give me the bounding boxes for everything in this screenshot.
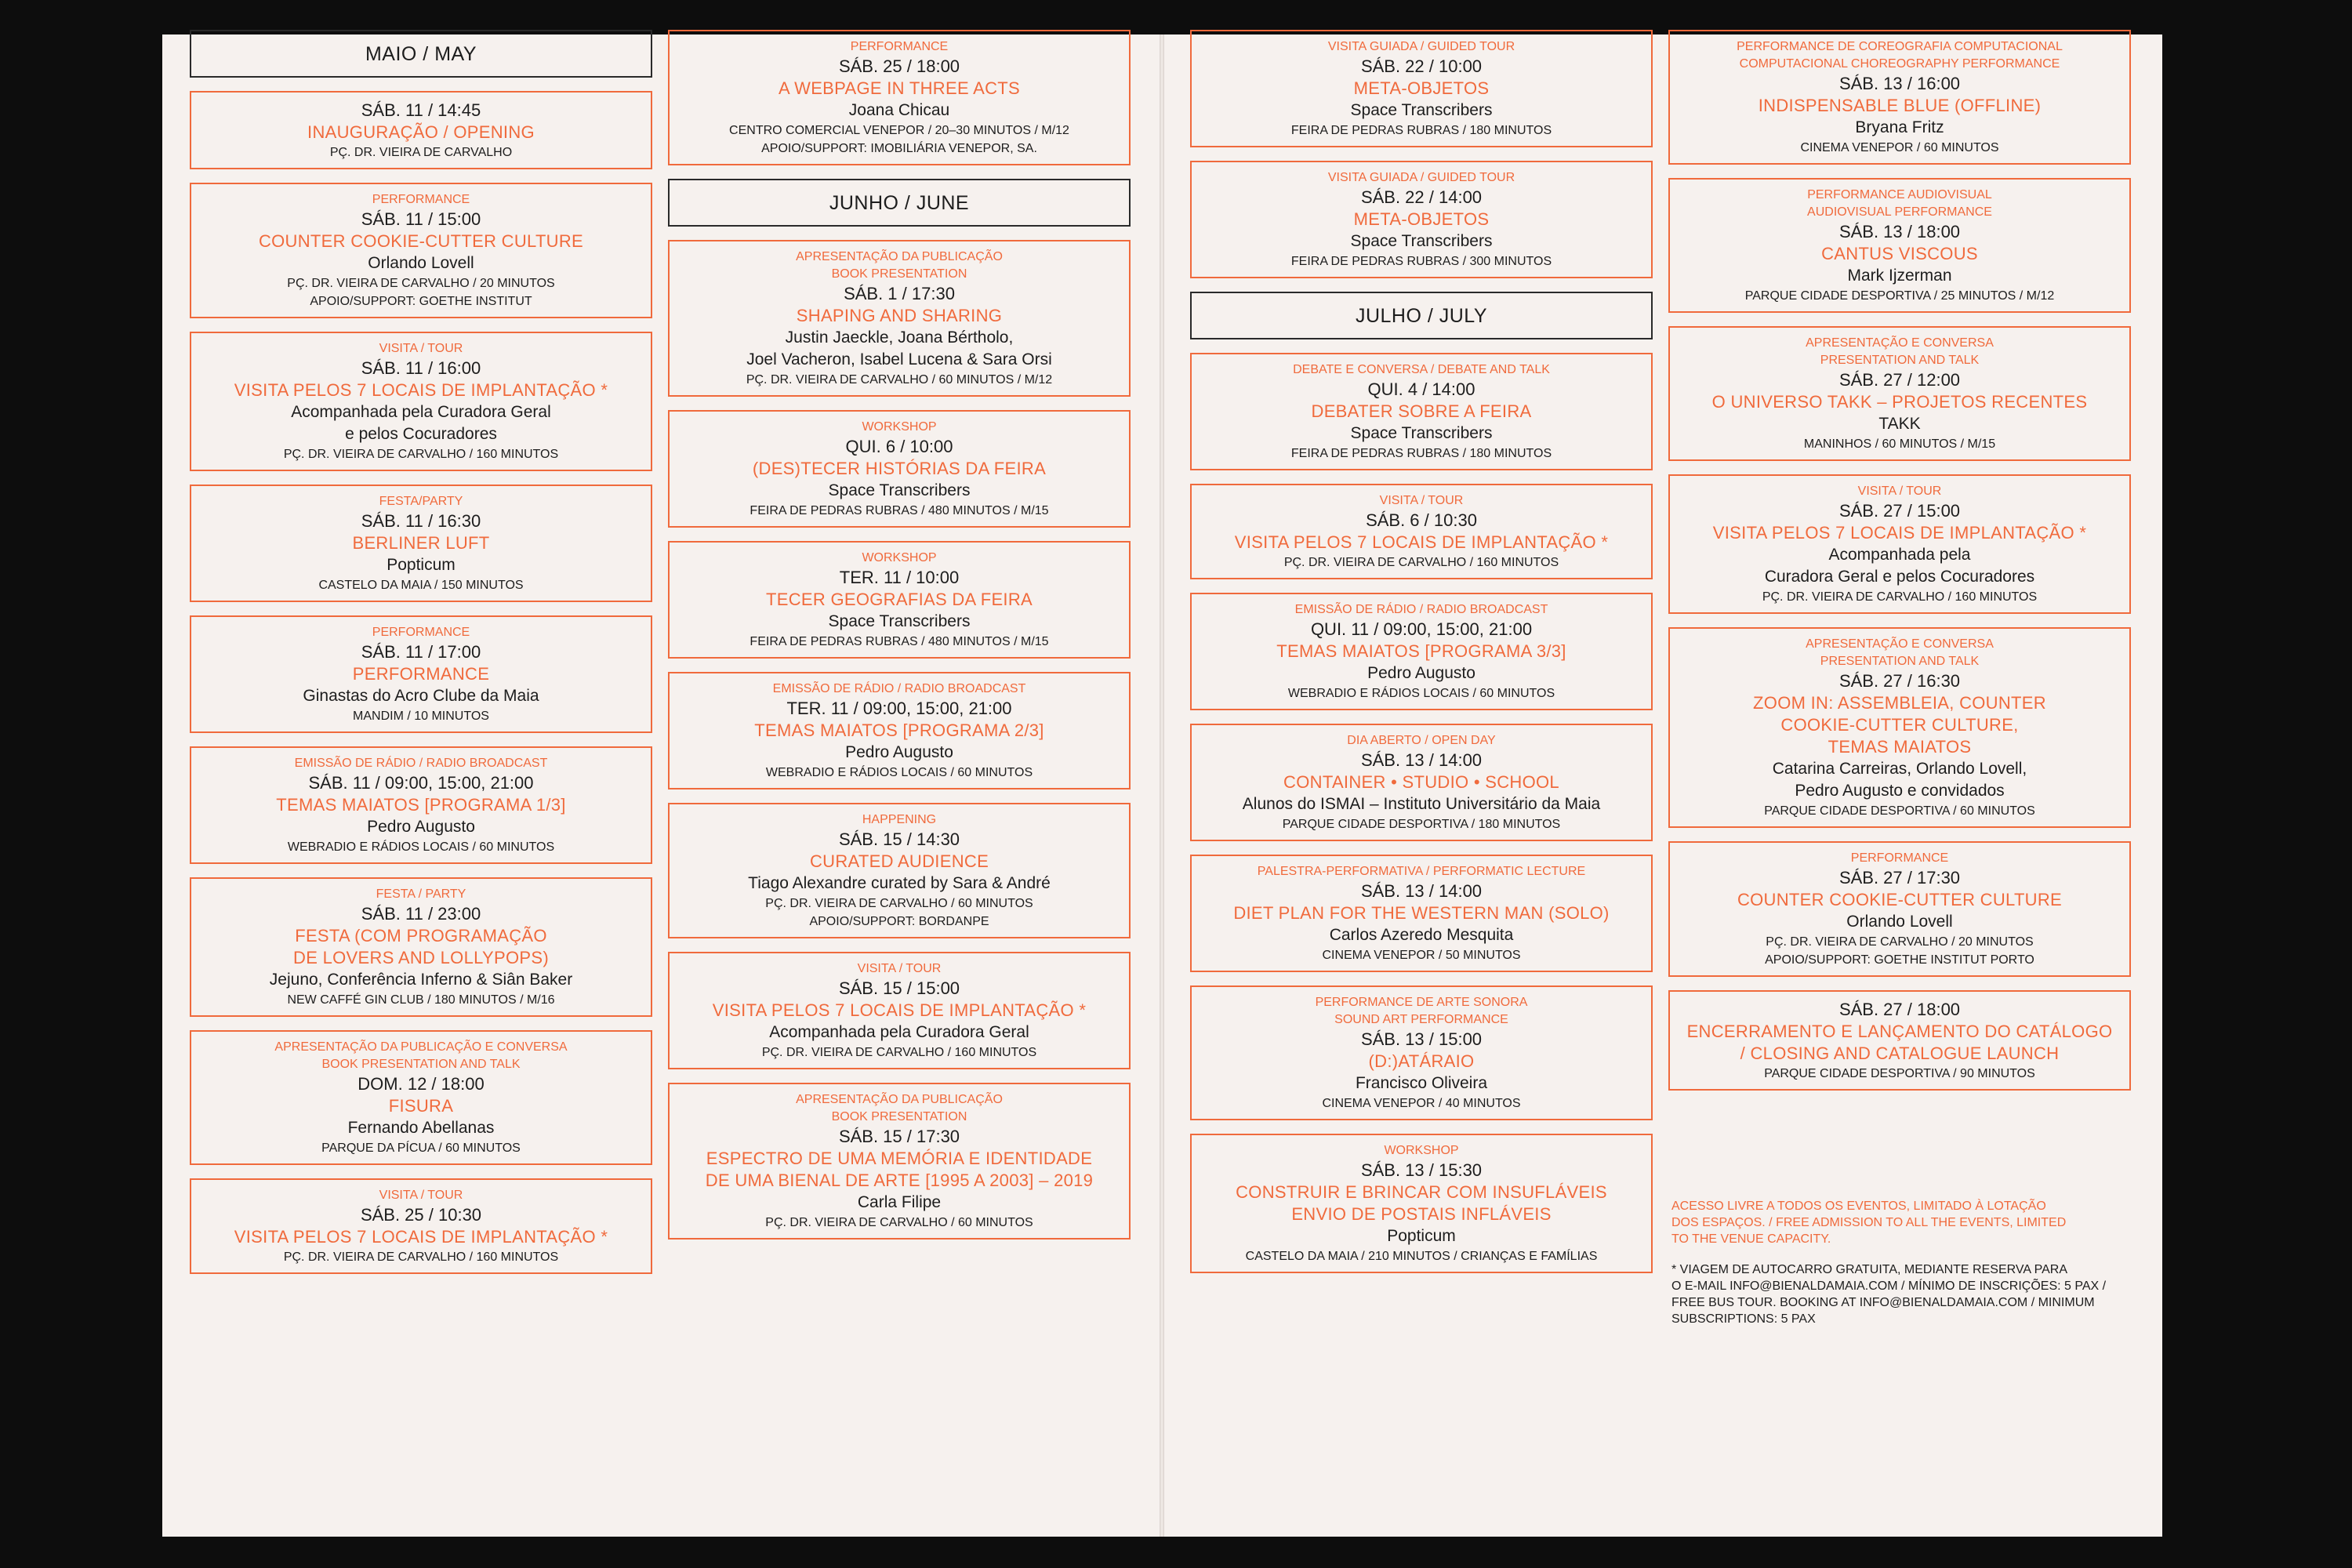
event-location: PÇ. DR. VIEIRA DE CARVALHO / 160 MINUTOS	[283, 448, 559, 461]
event-location: MANDIM / 10 MINUTOS	[353, 710, 489, 723]
event-participants: Pedro Augusto	[1367, 664, 1475, 682]
event-card	[190, 183, 652, 318]
event-category: DIA ABERTO / OPEN DAY	[1347, 734, 1496, 747]
event-card	[1668, 841, 2131, 977]
event-participants: Space Transcribers	[828, 612, 971, 630]
event-participants: Pedro Augusto	[367, 818, 475, 836]
schedule-column-4	[1668, 30, 2131, 1327]
event-participants: Space Transcribers	[1350, 101, 1493, 119]
event-category: VISITA GUIADA / GUIDED TOUR	[1327, 40, 1515, 53]
event-title: INDISPENSABLE BLUE (OFFLINE)	[1758, 96, 2042, 115]
event-title: META-OBJETOS	[1353, 209, 1490, 229]
event-participants: Popticum	[387, 556, 456, 574]
event-participants: Alunos do ISMAI – Instituto Universitário da Maia	[1242, 795, 1601, 813]
event-category: EMISSÃO DE RÁDIO / RADIO BROADCAST	[294, 757, 548, 770]
admission-info	[1671, 1198, 2128, 1247]
bus-tour-note	[1671, 1261, 2128, 1327]
event-category: PERFORMANCE DE COREOGRAFIA COMPUTACIONAL COMPUTACIONAL CHOREOGRAPHY PERFORMANCE	[1737, 40, 2063, 71]
event-datetime: SÁB. 11 / 17:00	[361, 642, 481, 662]
schedule-column-2	[668, 30, 1131, 1253]
event-card	[190, 332, 652, 471]
event-category: APRESENTAÇÃO DA PUBLICAÇÃO BOOK PRESENTATION	[796, 1093, 1003, 1123]
event-card	[668, 410, 1131, 528]
event-participants: Ginastas do Acro Clube da Maia	[303, 687, 539, 705]
event-title: DE LOVERS AND LOLLYPOPS)	[293, 948, 549, 967]
event-card	[668, 672, 1131, 789]
month-heading: JUNHO / JUNE	[668, 179, 1131, 227]
event-category: PERFORMANCE DE ARTE SONORA SOUND ART PERFORMANCE	[1315, 996, 1528, 1026]
event-location: APOIO/SUPPORT: BORDANPE	[809, 915, 989, 928]
event-location: PÇ. DR. VIEIRA DE CARVALHO / 60 MINUTOS / M/12	[746, 373, 1053, 387]
event-category: VISITA / TOUR	[379, 1189, 463, 1202]
event-participants: Space Transcribers	[1350, 424, 1493, 442]
event-card	[190, 91, 652, 169]
event-card	[1190, 30, 1653, 147]
event-location: CINEMA VENEPOR / 60 MINUTOS	[1800, 141, 1999, 154]
event-location: CASTELO DA MAIA / 150 MINUTOS	[318, 579, 524, 592]
event-participants: Pedro Augusto e convidados	[1795, 782, 2005, 800]
event-location: PÇ. DR. VIEIRA DE CARVALHO / 160 MINUTOS	[283, 1250, 559, 1264]
event-datetime: SÁB. 13 / 16:00	[1838, 74, 1961, 93]
event-title: ENCERRAMENTO E LANÇAMENTO DO CATÁLOGO	[1686, 1022, 2113, 1041]
bus-tour-note-line: FREE BUS TOUR. BOOKING AT INFO@BIENALDAMAIA.COM / MINIMUM	[1671, 1296, 2095, 1309]
event-datetime: SÁB. 11 / 23:00	[361, 904, 481, 924]
event-category: PERFORMANCE	[1850, 851, 1949, 865]
event-title: PERFORMANCE	[352, 664, 490, 684]
event-category: PERFORMANCE AUDIOVISUAL AUDIOVISUAL PERFORMANCE	[1807, 188, 1992, 219]
event-location: PÇ. DR. VIEIRA DE CARVALHO / 60 MINUTOS	[765, 897, 1033, 910]
event-category: VISITA / TOUR	[1857, 485, 1942, 498]
event-title: CANTUS VISCOUS	[1821, 244, 1978, 263]
event-participants: Pedro Augusto	[845, 743, 953, 761]
event-participants: Curadora Geral e pelos Cocuradores	[1764, 568, 2035, 586]
event-title: META-OBJETOS	[1353, 78, 1490, 98]
event-datetime: SÁB. 27 / 16:30	[1838, 671, 1961, 691]
event-participants: Carla Filipe	[857, 1193, 942, 1211]
event-datetime: SÁB. 15 / 14:30	[838, 829, 960, 849]
event-participants: Jejuno, Conferência Inferno & Siân Baker	[269, 971, 573, 989]
event-participants: Bryana Fritz	[1855, 118, 1944, 136]
event-participants: Carlos Azeredo Mesquita	[1329, 926, 1514, 944]
admission-info-line: ACESSO LIVRE A TODOS OS EVENTOS, LIMITADO À LOTAÇÃO	[1671, 1200, 2046, 1213]
event-title: (DES)TECER HISTÓRIAS DA FEIRA	[752, 459, 1047, 478]
event-title: FESTA (COM PROGRAMAÇÃO	[295, 926, 547, 946]
event-title: CURATED AUDIENCE	[809, 851, 989, 871]
event-card	[1668, 30, 2131, 165]
event-location: APOIO/SUPPORT: IMOBILIÁRIA VENEPOR, SA.	[761, 142, 1037, 155]
event-participants: Joana Chicau	[848, 101, 950, 119]
event-location: PÇ. DR. VIEIRA DE CARVALHO / 160 MINUTOS	[761, 1046, 1037, 1059]
event-title: A WEBPAGE IN THREE ACTS	[778, 78, 1021, 98]
event-category: VISITA GUIADA / GUIDED TOUR	[1327, 171, 1515, 184]
event-datetime: QUI. 11 / 09:00, 15:00, 21:00	[1310, 619, 1533, 639]
event-card	[190, 615, 652, 733]
event-location: PARQUE DA PÍCUA / 60 MINUTOS	[321, 1142, 521, 1155]
event-card	[1190, 484, 1653, 579]
event-card	[1190, 724, 1653, 841]
event-card	[1668, 990, 2131, 1091]
event-card	[668, 240, 1131, 397]
event-datetime: SÁB. 27 / 12:00	[1838, 370, 1961, 390]
event-title: DEBATER SOBRE A FEIRA	[1311, 401, 1532, 421]
event-location: FEIRA DE PEDRAS RUBRAS / 180 MINUTOS	[1290, 447, 1552, 460]
event-location: PARQUE CIDADE DESPORTIVA / 180 MINUTOS	[1282, 818, 1561, 831]
admission-info-line: TO THE VENUE CAPACITY.	[1671, 1232, 1831, 1246]
event-location: APOIO/SUPPORT: GOETHE INSTITUT	[310, 295, 532, 308]
event-participants: Acompanhada pela	[1828, 546, 1971, 564]
event-location: APOIO/SUPPORT: GOETHE INSTITUT PORTO	[1765, 953, 2034, 967]
event-title: ESPECTRO DE UMA MEMÓRIA E IDENTIDADE	[706, 1149, 1093, 1168]
event-location: CINEMA VENEPOR / 50 MINUTOS	[1322, 949, 1521, 962]
footnotes	[1668, 1198, 2131, 1327]
event-location: CINEMA VENEPOR / 40 MINUTOS	[1322, 1097, 1521, 1110]
event-category: APRESENTAÇÃO DA PUBLICAÇÃO E CONVERSA BOOK PRESENTATION AND TALK	[274, 1040, 568, 1071]
event-category: APRESENTAÇÃO E CONVERSA PRESENTATION AND TALK	[1806, 336, 1994, 367]
event-datetime: SÁB. 22 / 10:00	[1360, 56, 1483, 76]
event-location: FEIRA DE PEDRAS RUBRAS / 300 MINUTOS	[1290, 255, 1552, 268]
event-participants: Space Transcribers	[828, 481, 971, 499]
event-datetime: SÁB. 27 / 18:00	[1838, 1000, 1961, 1019]
event-card	[190, 485, 652, 602]
event-title: VISITA PELOS 7 LOCAIS DE IMPLANTAÇÃO *	[234, 1227, 608, 1247]
month-heading: JULHO / JULY	[1190, 292, 1653, 339]
event-participants: Popticum	[1387, 1227, 1456, 1245]
event-datetime: SÁB. 11 / 09:00, 15:00, 21:00	[308, 773, 534, 793]
event-participants: Catarina Carreiras, Orlando Lovell,	[1772, 760, 2027, 778]
event-card	[1190, 985, 1653, 1120]
event-card	[190, 746, 652, 864]
event-participants: Francisco Oliveira	[1355, 1074, 1488, 1092]
event-participants: Orlando Lovell	[368, 254, 474, 272]
event-datetime: TER. 11 / 10:00	[839, 568, 960, 587]
event-category: WORKSHOP	[862, 420, 937, 434]
event-datetime: SÁB. 13 / 15:00	[1360, 1029, 1483, 1049]
event-category: VISITA / TOUR	[857, 962, 942, 975]
event-card	[668, 541, 1131, 659]
event-card	[1190, 353, 1653, 470]
event-card	[190, 1030, 652, 1165]
event-title: TEMAS MAIATOS [PROGRAMA 2/3]	[754, 720, 1044, 740]
event-title: TEMAS MAIATOS	[1828, 737, 1972, 757]
event-category: PERFORMANCE	[372, 626, 470, 639]
event-location: MANINHOS / 60 MINUTOS / M/15	[1803, 437, 1996, 451]
event-title: DE UMA BIENAL DE ARTE [1995 A 2003] – 2019	[705, 1171, 1094, 1190]
event-card	[1190, 855, 1653, 972]
event-location: PÇ. DR. VIEIRA DE CARVALHO / 160 MINUTOS	[1283, 556, 1559, 569]
event-participants: Orlando Lovell	[1846, 913, 1953, 931]
event-location: CASTELO DA MAIA / 210 MINUTOS / CRIANÇAS E FAMÍLIAS	[1245, 1250, 1598, 1263]
event-location: CENTRO COMERCIAL VENEPOR / 20–30 MINUTOS / M/12	[729, 124, 1069, 137]
event-title: ZOOM IN: ASSEMBLEIA, COUNTER	[1753, 693, 2046, 713]
event-title: VISITA PELOS 7 LOCAIS DE IMPLANTAÇÃO *	[1234, 532, 1609, 552]
event-title: / CLOSING AND CATALOGUE LAUNCH	[1740, 1044, 2060, 1063]
event-participants: e pelos Cocuradores	[345, 425, 497, 443]
event-participants: Acompanhada pela Curadora Geral	[291, 403, 551, 421]
event-card	[668, 1083, 1131, 1240]
event-category: FESTA/PARTY	[379, 495, 463, 508]
event-datetime: TER. 11 / 09:00, 15:00, 21:00	[786, 699, 1012, 718]
event-card	[668, 30, 1131, 165]
event-title: TEMAS MAIATOS [PROGRAMA 1/3]	[276, 795, 566, 815]
event-datetime: SÁB. 25 / 18:00	[838, 56, 960, 76]
admission-info-line: DOS ESPAÇOS. / FREE ADMISSION TO ALL THE EVENTS, LIMITED	[1671, 1216, 2067, 1229]
event-title: CONTAINER • STUDIO • SCHOOL	[1283, 772, 1559, 792]
event-category: HAPPENING	[862, 813, 937, 826]
schedule-column-1	[190, 30, 652, 1287]
event-category: APRESENTAÇÃO DA PUBLICAÇÃO BOOK PRESENTATION	[796, 250, 1003, 281]
event-location: PÇ. DR. VIEIRA DE CARVALHO / 160 MINUTOS	[1762, 590, 2038, 604]
schedule-column-3	[1190, 30, 1653, 1287]
event-card	[190, 1178, 652, 1274]
event-location: WEBRADIO E RÁDIOS LOCAIS / 60 MINUTOS	[1287, 687, 1555, 700]
event-card	[668, 803, 1131, 938]
event-participants: Space Transcribers	[1350, 232, 1493, 250]
month-heading: MAIO / MAY	[190, 30, 652, 78]
event-location: PÇ. DR. VIEIRA DE CARVALHO	[329, 146, 513, 159]
event-title: DIET PLAN FOR THE WESTERN MAN (SOLO)	[1233, 903, 1610, 923]
event-title: O UNIVERSO TAKK – PROJETOS RECENTES	[1711, 392, 2088, 412]
event-title: CONSTRUIR E BRINCAR COM INSUFLÁVEIS	[1236, 1182, 1607, 1202]
event-card	[668, 952, 1131, 1069]
event-datetime: SÁB. 11 / 14:45	[361, 100, 481, 120]
event-title: VISITA PELOS 7 LOCAIS DE IMPLANTAÇÃO *	[712, 1000, 1087, 1020]
event-datetime: SÁB. 22 / 14:00	[1360, 187, 1483, 207]
event-title: (D:)ATÁRAIO	[1368, 1051, 1475, 1071]
event-category: PERFORMANCE	[372, 193, 470, 206]
event-datetime: SÁB. 15 / 15:00	[838, 978, 960, 998]
event-datetime: SÁB. 13 / 14:00	[1360, 881, 1483, 901]
event-title: INAUGURAÇÃO / OPENING	[307, 122, 535, 142]
event-datetime: SÁB. 13 / 15:30	[1360, 1160, 1483, 1180]
event-datetime: QUI. 6 / 10:00	[845, 437, 953, 456]
event-category: FESTA / PARTY	[376, 887, 466, 901]
event-card	[1190, 161, 1653, 278]
event-participants: Joel Vacheron, Isabel Lucena & Sara Orsi	[746, 350, 1052, 368]
event-datetime: SÁB. 13 / 14:00	[1360, 750, 1483, 770]
event-category: APRESENTAÇÃO E CONVERSA PRESENTATION AND TALK	[1806, 637, 1994, 668]
event-card	[1668, 627, 2131, 828]
event-category: PALESTRA-PERFORMATIVA / PERFORMATIC LECTURE	[1257, 865, 1586, 878]
event-category: VISITA / TOUR	[1379, 494, 1464, 507]
event-title: FISURA	[388, 1096, 454, 1116]
bus-tour-note-line: SUBSCRIPTIONS: 5 PAX	[1671, 1312, 1816, 1326]
spine-fold	[1160, 34, 1164, 1537]
event-card	[1668, 474, 2131, 614]
event-category: EMISSÃO DE RÁDIO / RADIO BROADCAST	[772, 682, 1026, 695]
event-card	[1668, 178, 2131, 313]
event-title: VISITA PELOS 7 LOCAIS DE IMPLANTAÇÃO *	[234, 380, 608, 400]
event-card	[190, 877, 652, 1017]
event-title: BERLINER LUFT	[352, 533, 490, 553]
event-card	[1190, 1134, 1653, 1273]
event-location: WEBRADIO E RÁDIOS LOCAIS / 60 MINUTOS	[765, 766, 1033, 779]
event-participants: TAKK	[1878, 415, 1921, 433]
event-category: VISITA / TOUR	[379, 342, 463, 355]
event-datetime: SÁB. 11 / 16:00	[361, 358, 481, 378]
bus-tour-note-line: O E-MAIL INFO@BIENALDAMAIA.COM / MÍNIMO DE INSCRIÇÕES: 5 PAX /	[1671, 1279, 2107, 1293]
event-datetime: SÁB. 6 / 10:30	[1366, 510, 1477, 530]
event-datetime: SÁB. 15 / 17:30	[838, 1127, 960, 1146]
event-location: PÇ. DR. VIEIRA DE CARVALHO / 20 MINUTOS	[1766, 935, 2034, 949]
event-datetime: SÁB. 11 / 16:30	[361, 511, 481, 531]
event-participants: Tiago Alexandre curated by Sara & André	[748, 874, 1051, 892]
event-title: COOKIE-CUTTER CULTURE,	[1780, 715, 2019, 735]
event-datetime: SÁB. 27 / 15:00	[1838, 501, 1961, 521]
event-category: PERFORMANCE	[850, 40, 949, 53]
event-participants: Fernando Abellanas	[347, 1119, 495, 1137]
event-card	[1668, 326, 2131, 461]
event-title: VISITA PELOS 7 LOCAIS DE IMPLANTAÇÃO *	[1712, 523, 2087, 543]
event-location: FEIRA DE PEDRAS RUBRAS / 180 MINUTOS	[1290, 124, 1552, 137]
event-participants: Acompanhada pela Curadora Geral	[769, 1023, 1029, 1041]
event-location: FEIRA DE PEDRAS RUBRAS / 480 MINUTOS / M/15	[750, 504, 1049, 517]
event-datetime: SÁB. 25 / 10:30	[360, 1205, 482, 1225]
event-category: EMISSÃO DE RÁDIO / RADIO BROADCAST	[1294, 603, 1548, 616]
event-title: TEMAS MAIATOS [PROGRAMA 3/3]	[1276, 641, 1566, 661]
event-category: DEBATE E CONVERSA / DEBATE AND TALK	[1293, 363, 1550, 376]
event-participants: Mark Ijzerman	[1847, 267, 1952, 285]
event-participants: Justin Jaeckle, Joana Bértholo,	[785, 328, 1014, 347]
event-location: PARQUE CIDADE DESPORTIVA / 90 MINUTOS	[1764, 1067, 2035, 1080]
event-card	[1190, 593, 1653, 710]
event-location: PARQUE CIDADE DESPORTIVA / 25 MINUTOS / M/12	[1744, 289, 2055, 303]
event-title: COUNTER COOKIE-CUTTER CULTURE	[258, 231, 584, 251]
event-datetime: SÁB. 27 / 17:30	[1838, 868, 1961, 887]
event-location: PÇ. DR. VIEIRA DE CARVALHO / 20 MINUTOS	[287, 277, 555, 290]
event-title: ENVIO DE POSTAIS INFLÁVEIS	[1291, 1204, 1552, 1224]
event-location: WEBRADIO E RÁDIOS LOCAIS / 60 MINUTOS	[287, 840, 555, 854]
event-datetime: QUI. 4 / 14:00	[1367, 379, 1475, 399]
event-title: TECER GEOGRAFIAS DA FEIRA	[765, 590, 1033, 609]
event-location: NEW CAFFÉ GIN CLUB / 180 MINUTOS / M/16	[287, 993, 555, 1007]
event-title: SHAPING AND SHARING	[796, 306, 1003, 325]
event-location: PARQUE CIDADE DESPORTIVA / 60 MINUTOS	[1764, 804, 2035, 818]
event-location: PÇ. DR. VIEIRA DE CARVALHO / 60 MINUTOS	[765, 1216, 1033, 1229]
event-datetime: SÁB. 11 / 15:00	[361, 209, 481, 229]
event-category: WORKSHOP	[862, 551, 937, 564]
event-datetime: SÁB. 1 / 17:30	[844, 284, 955, 303]
event-title: COUNTER COOKIE-CUTTER CULTURE	[1737, 890, 2063, 909]
event-datetime: SÁB. 13 / 18:00	[1838, 222, 1961, 241]
event-location: FEIRA DE PEDRAS RUBRAS / 480 MINUTOS / M/15	[750, 635, 1049, 648]
event-category: WORKSHOP	[1384, 1144, 1459, 1157]
bus-tour-note-line: * VIAGEM DE AUTOCARRO GRATUITA, MEDIANTE RESERVA PARA	[1671, 1263, 2067, 1276]
event-datetime: DOM. 12 / 18:00	[358, 1074, 485, 1094]
